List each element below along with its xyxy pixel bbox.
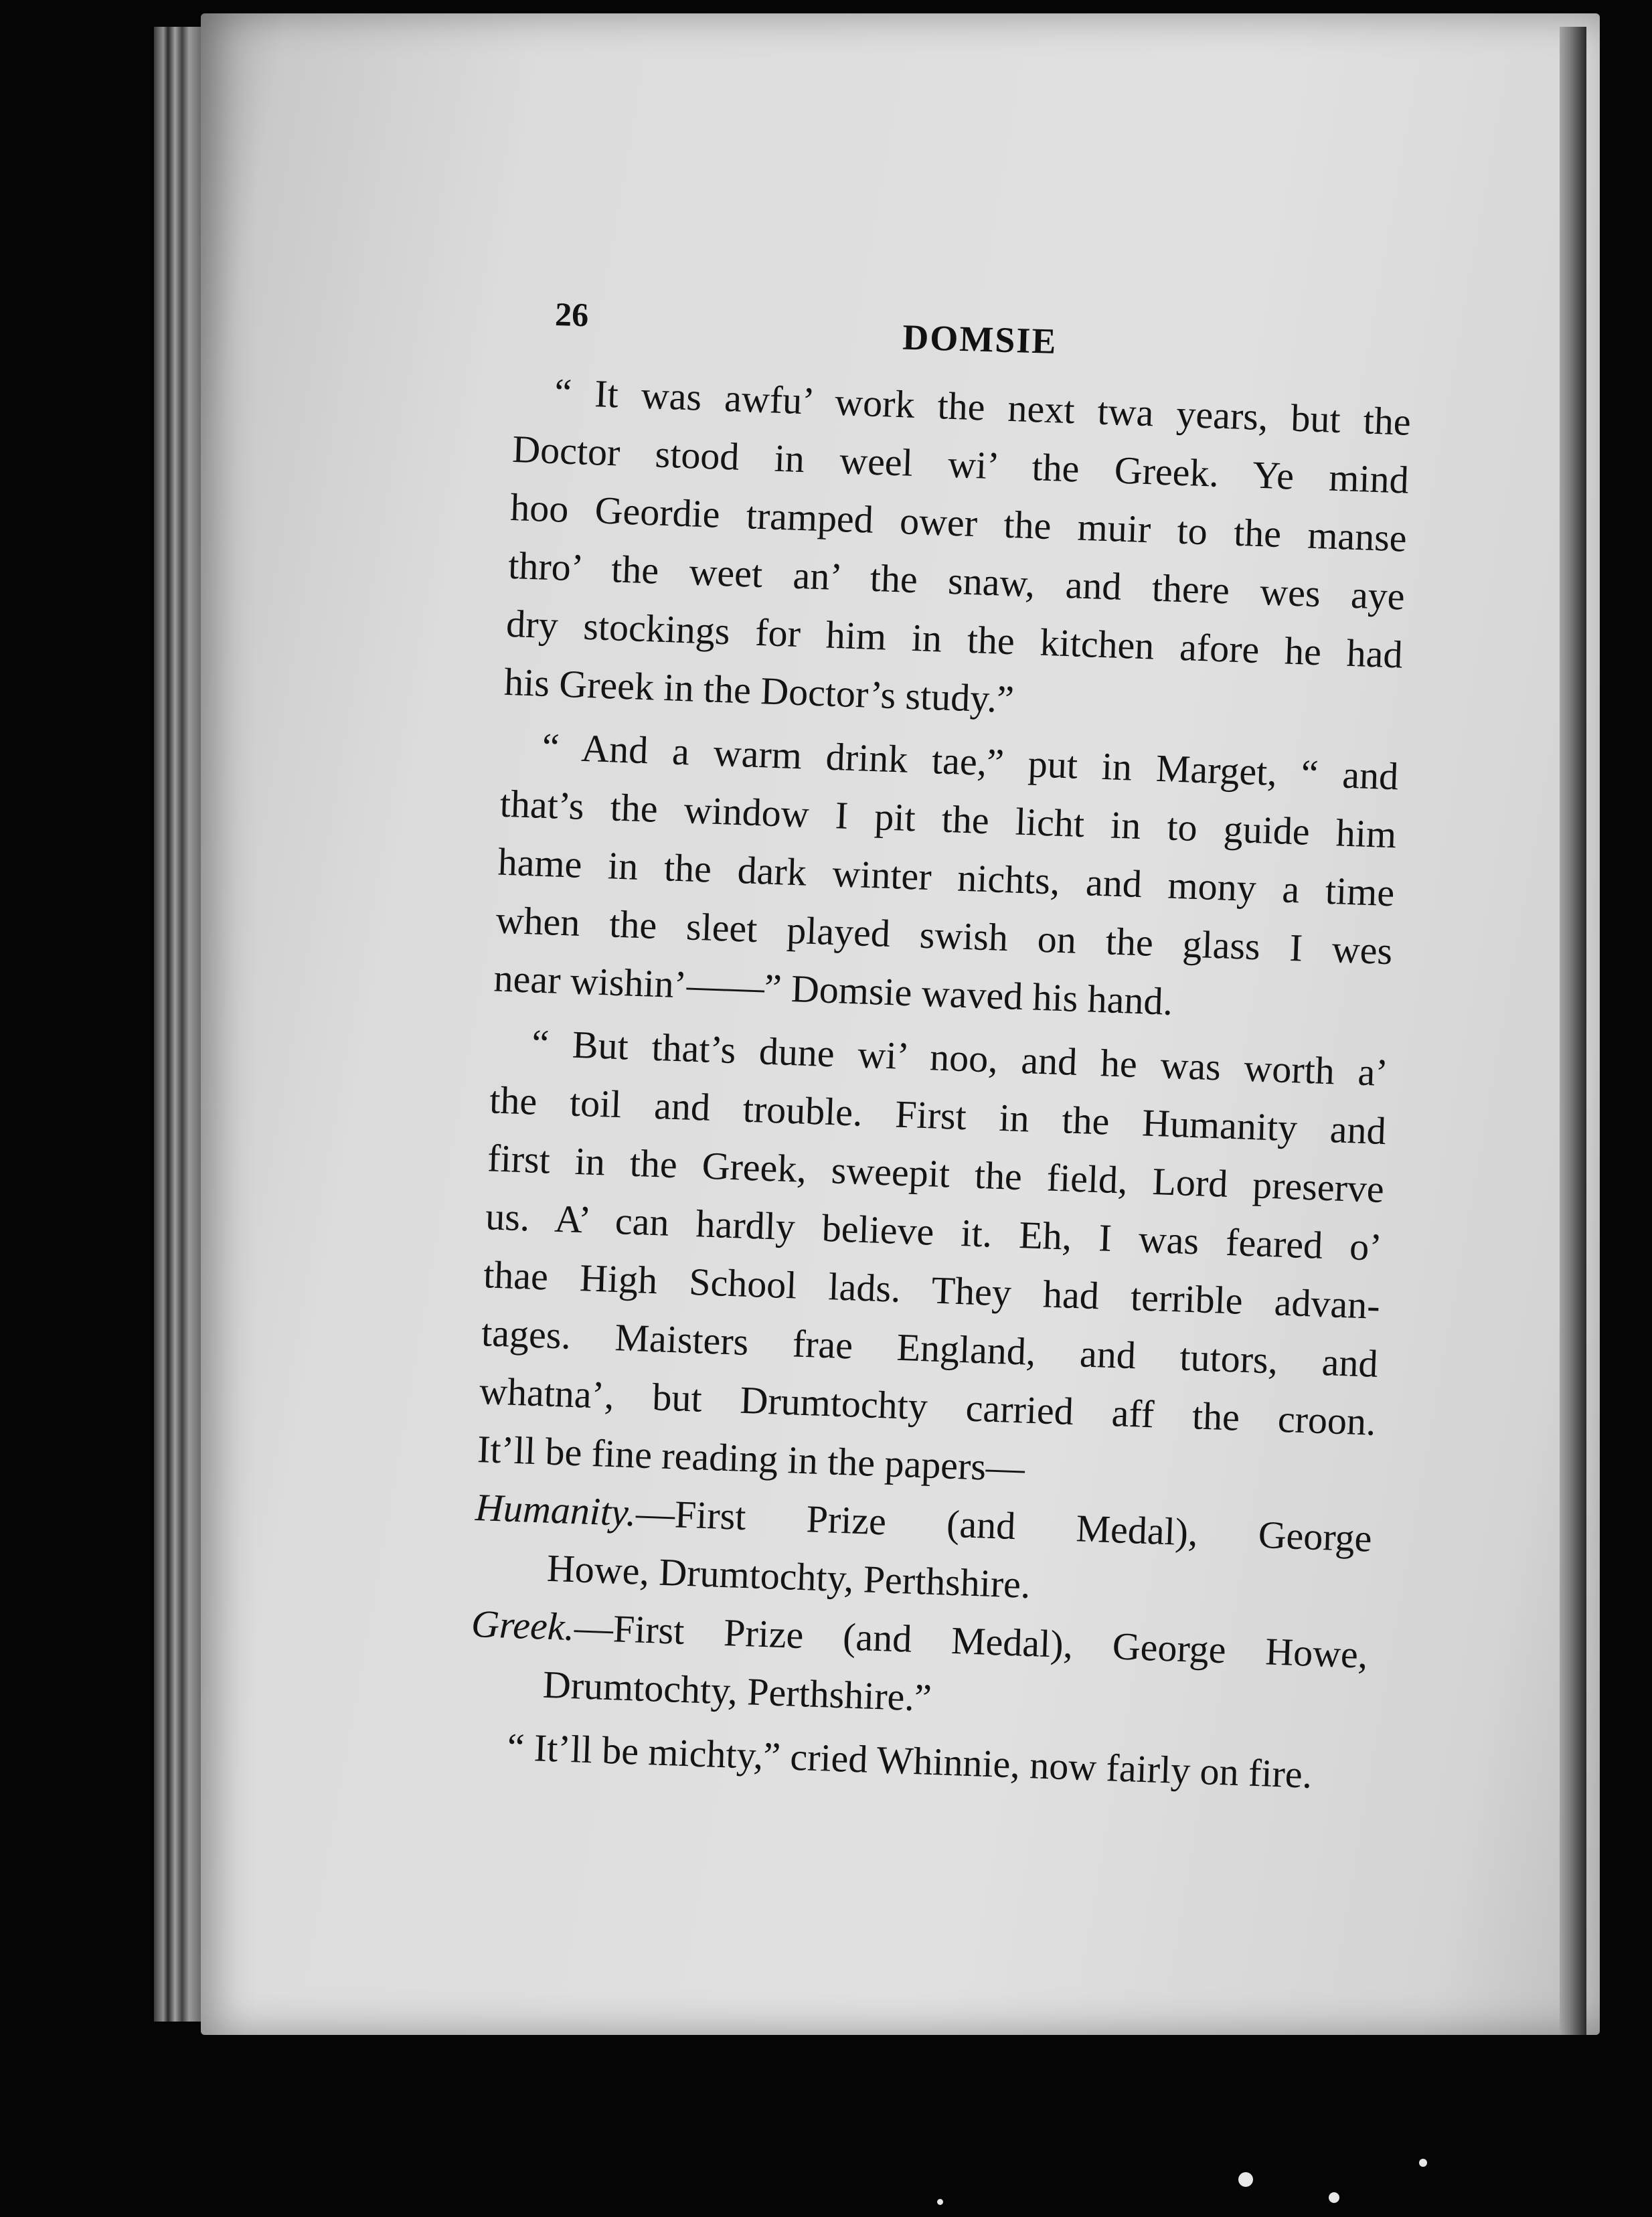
scan-speck <box>1419 2159 1427 2167</box>
prize-detail: —First Prize (and Medal), George Howe, <box>573 1605 1369 1677</box>
text-line: Doctor stood in weel wi’ the Greek. Ye mind <box>511 426 1410 502</box>
text-line: hoo Geordie tramped ower the muir to the manse <box>509 485 1408 560</box>
prize-subject: Greek. <box>471 1601 576 1649</box>
prize-subject: Humanity. <box>475 1485 637 1535</box>
book-spine-edge <box>154 27 201 2022</box>
prize-detail: —First Prize (and Medal), George <box>635 1491 1373 1560</box>
page-right-edge <box>1560 27 1586 2035</box>
text-line: dry stockings for him in the kitchen afore he had <box>505 601 1404 677</box>
paragraph-1 <box>503 361 1412 742</box>
text-line: hame in the dark winter nichts, and mony a time <box>497 839 1396 915</box>
text-line: his Greek in the Doctor’s study.” <box>503 659 1015 722</box>
prize-list <box>469 1478 1373 1742</box>
text-line: “ And a warm drink tae,” put in Marget, “ and <box>541 724 1400 799</box>
text-line: It’ll be fine reading in the papers— <box>477 1427 1026 1490</box>
scan-speck <box>1238 2172 1253 2187</box>
text-line: “ But that’s dune wi’ noo, and he was worth a’ <box>531 1021 1389 1095</box>
closing-line: “ It’ll be michty,” cried Whinnie, now fairly on fire. <box>506 1724 1313 1797</box>
scan-speck <box>937 2199 943 2205</box>
scan-speck <box>1329 2192 1339 2203</box>
text-line: us. A’ can hardly believe it. Eh, I was feared o’ <box>485 1194 1383 1269</box>
text-line: thae High School lads. They had terrible advan- <box>483 1252 1381 1327</box>
running-title: DOMSIE <box>902 317 1058 361</box>
prize-entry-continued: Howe, Drumtochty, Perthshire. <box>546 1546 1031 1607</box>
text-line: whatna’, but Drumtochty carried aff the croon. <box>479 1369 1377 1444</box>
body-text <box>466 361 1412 1805</box>
paragraph-2 <box>493 716 1399 1039</box>
text-line: when the sleet played swish on the glass I wes <box>495 898 1394 973</box>
prize-entry-continued: Drumtochty, Perthshire.” <box>542 1662 932 1720</box>
paragraph-3 <box>477 1012 1389 1509</box>
text-line: tages. Maisters frae England, and tutors, and <box>481 1311 1379 1386</box>
text-line: that’s the window I pit the licht in to guide him <box>499 781 1398 857</box>
page-number: 26 <box>554 295 589 334</box>
text-line: near wishin’——” Domsie waved his hand. <box>493 956 1174 1023</box>
text-line: thro’ the weet an’ the snaw, and there wes aye <box>507 543 1406 619</box>
text-line: first in the Greek, sweepit the field, Lord preserve <box>487 1136 1385 1212</box>
text-line: “ It was awfu’ work the next twa years, but the <box>554 370 1412 444</box>
text-line: the toil and trouble. First in the Humanity and <box>489 1078 1387 1153</box>
